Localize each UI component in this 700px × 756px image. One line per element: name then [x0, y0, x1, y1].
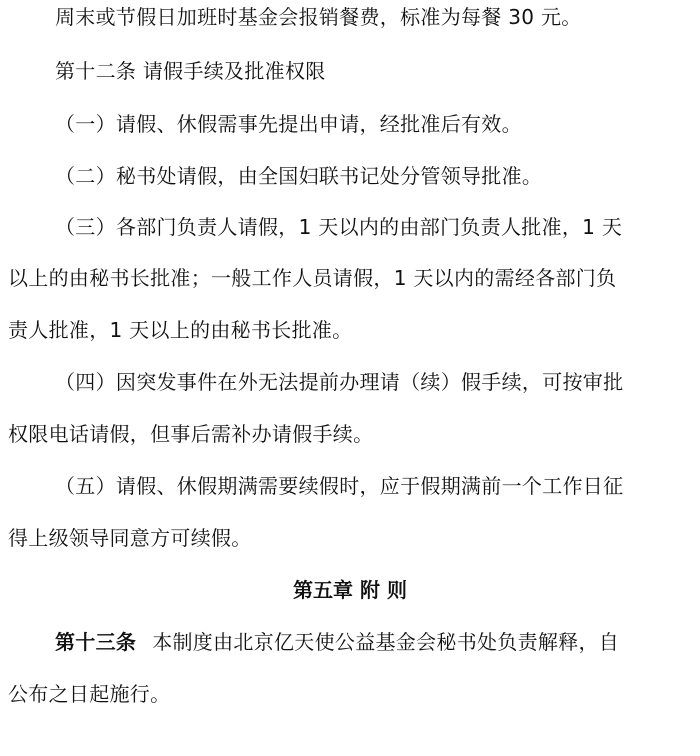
- article-13-line-1: [55, 629, 619, 655]
- clause-3-line-1: （三）各部门负责人请假，1 天以内的由部门负责人批准，1 天: [55, 215, 623, 239]
- chapter-5-title: 第五章 附 则: [293, 578, 407, 602]
- clause-4-line-1: （四）因突发事件在外无法提前办理请（续）假手续，可按审批: [55, 370, 624, 394]
- clause-5-line-2: 得上级领导同意方可续假。: [8, 526, 252, 550]
- article-13-text: 本制度由北京亿天使公益基金会秘书处负责解释，自: [152, 630, 620, 654]
- clause-1: （一）请假、休假需事先提出申请，经批准后有效。: [55, 112, 522, 136]
- paragraph-meal-allowance: 周末或节假日加班时基金会报销餐费，标准为每餐 30 元。: [55, 5, 582, 29]
- clause-3-line-3: 责人批准，1 天以上的由秘书长批准。: [8, 318, 353, 342]
- article-12-heading: 第十二条 请假手续及批准权限: [55, 59, 326, 83]
- article-13-label: 第十三条: [55, 630, 137, 654]
- article-13-line-2: 公布之日起施行。: [8, 682, 171, 706]
- clause-3-line-2: 以上的由秘书长批准；一般工作人员请假，1 天以内的需经各部门负: [8, 266, 617, 290]
- clause-2: （二）秘书处请假，由全国妇联书记处分管领导批准。: [55, 164, 543, 188]
- clause-5-line-1: （五）请假、休假期满需要续假时，应于假期满前一个工作日征: [55, 474, 624, 498]
- clause-4-line-2: 权限电话请假，但事后需补办请假手续。: [8, 422, 374, 446]
